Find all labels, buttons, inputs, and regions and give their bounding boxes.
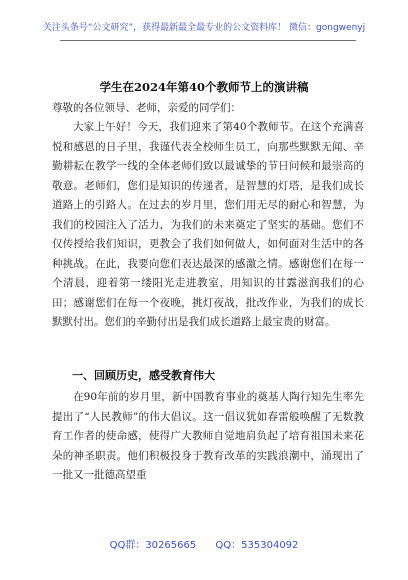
- footer-qq-number: QQ：535304092: [215, 540, 299, 551]
- footer-qq-group: QQ群：30265665: [109, 540, 197, 551]
- header-promo-text: 关注头条号“公文研究”，获得最新最全最专业的公文资料库！ 微信：gongwenyj: [42, 23, 366, 33]
- paragraph-history: 在90年前的岁月里，新中国教育事业的奠基人陶行知先生率先提出了“人民教师”的伟大倡议。这一倡议犹如春雷般唤醒了无数教育工作者的使命感，使得广大教师自觉地肩负起了培育祖国未来花朵的神圣职责。他们积极投身于教育改革的实践浪潮中，涌现出了一批又一批德高望重: [52, 391, 364, 481]
- paragraph-opening: 大家上午好！今天，我们迎来了第40个教师节。在这个充满喜悦和感恩的日子里，我谨代表全校师生员工，向那些默默无闻、辛勤耕耘在教学一线的全体老师们致以最诚挚的节日问候和最崇高的敬意。老师们，您们是知识的传递者，是智慧的灯塔，是我们成长道路上的引路人。在过去的岁月里，您们用无尽的耐心和智慧，为我们的校园注入了活力，为我们的未来奠定了坚实的基础。您们不仅传授给我们知识，更教会了我们如何做人，如何面对生活中的各种挑战。在此，我要向您们表达最深的感激之情。感谢您们在每一个清晨，迎着第一缕阳光走进教室，用知识的甘露滋润我们的心田；感谢您们在每一个夜晚，挑灯夜战，批改作业，为我们的成长默默付出。您们的辛勤付出是我们成长道路上最宝贵的财富。: [52, 121, 364, 328]
- document-title: 学生在2024年第40个教师节上的演讲稿: [99, 80, 309, 94]
- section-heading: 一、回顾历史，感受教育伟大: [72, 369, 215, 382]
- footer-contacts: [0, 536, 408, 551]
- header-divider: [60, 40, 356, 41]
- salutation: 尊敬的各位领导、老师，亲爱的同学们：: [52, 102, 241, 114]
